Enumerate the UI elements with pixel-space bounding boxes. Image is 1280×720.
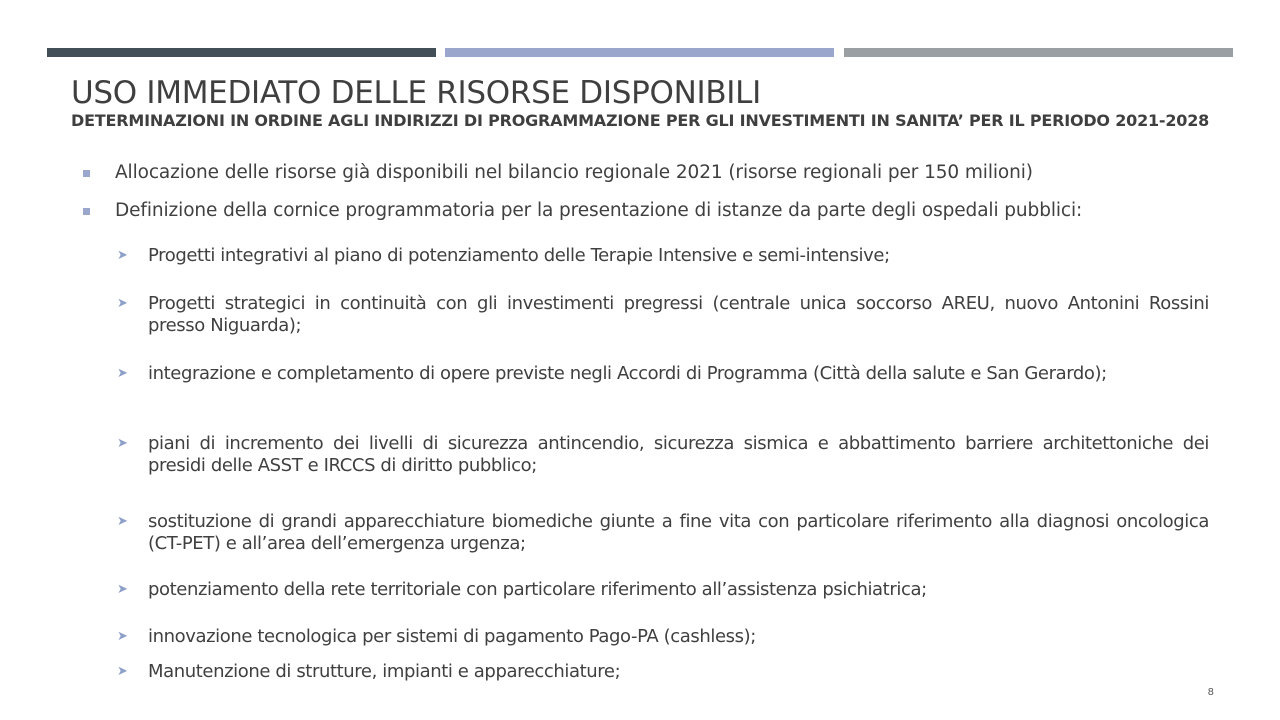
arrow-bullet-icon: ➤	[117, 366, 128, 381]
sub-bullet-text: integrazione e completamento di opere previste negli Accordi di Programma (Città della salute e San Gerardo);	[148, 363, 1107, 384]
sub-bullet-item	[117, 363, 1209, 385]
sub-bullet-text: Progetti integrativi al piano di potenziamento delle Terapie Intensive e semi-intensive;	[148, 245, 890, 266]
sub-bullet-item	[117, 433, 1209, 477]
arrow-bullet-icon: ➤	[117, 629, 128, 644]
sub-bullet-text: piani di incremento dei livelli di sicurezza antincendio, sicurezza sismica e abbattimento barriere architettoniche dei presidi delle ASST e IRCCS di diritto pubblico;	[148, 433, 1209, 476]
arrow-bullet-icon: ➤	[117, 296, 128, 311]
sub-bullet-text: potenziamento della rete territoriale con particolare riferimento all’assistenza psichiatrica;	[148, 579, 927, 600]
arrow-bullet-icon: ➤	[117, 436, 128, 451]
square-bullet-icon	[83, 170, 90, 177]
sub-bullet-item	[117, 293, 1209, 337]
page-number: 8	[1207, 687, 1214, 698]
arrow-bullet-icon: ➤	[117, 514, 128, 529]
bullet-text: Definizione della cornice programmatoria per la presentazione di istanze da parte degli ospedali pubblici:	[115, 200, 1083, 221]
header-bar-dark	[47, 48, 436, 57]
sub-bullet-item	[117, 245, 1209, 267]
header-bar-blue	[445, 48, 834, 57]
sub-bullet-text: Progetti strategici in continuità con gli investimenti pregressi (centrale unica soccorso AREU, nuovo Antonini Rossini presso Niguarda);	[148, 293, 1209, 336]
square-bullet-icon	[83, 208, 90, 215]
sub-bullet-item	[117, 661, 1209, 683]
arrow-bullet-icon: ➤	[117, 248, 128, 263]
slide-title: USO IMMEDIATO DELLE RISORSE DISPONIBILI	[71, 75, 761, 111]
header-bar-gray	[844, 48, 1233, 57]
sub-bullet-text: Manutenzione di strutture, impianti e apparecchiature;	[148, 661, 621, 682]
slide-subtitle: DETERMINAZIONI IN ORDINE AGLI INDIRIZZI DI PROGRAMMAZIONE PER GLI INVESTIMENTI IN SANITA’ PER IL PERIODO 2021-2028	[71, 111, 1210, 130]
sub-bullet-text: sostituzione di grandi apparecchiature biomediche giunte a fine vita con particolare riferimento alla diagnosi oncologica (CT-PET) e all’area dell’emergenza urgenza;	[148, 511, 1209, 554]
arrow-bullet-icon: ➤	[117, 582, 128, 597]
sub-bullet-item	[117, 626, 1209, 648]
sub-bullet-item	[117, 511, 1209, 555]
sub-bullet-item	[117, 579, 1209, 601]
bullet-text: Allocazione delle risorse già disponibili nel bilancio regionale 2021 (risorse regionali per 150 milioni)	[115, 162, 1033, 183]
arrow-bullet-icon: ➤	[117, 664, 128, 679]
sub-bullet-text: innovazione tecnologica per sistemi di pagamento Pago-PA (cashless);	[148, 626, 756, 647]
